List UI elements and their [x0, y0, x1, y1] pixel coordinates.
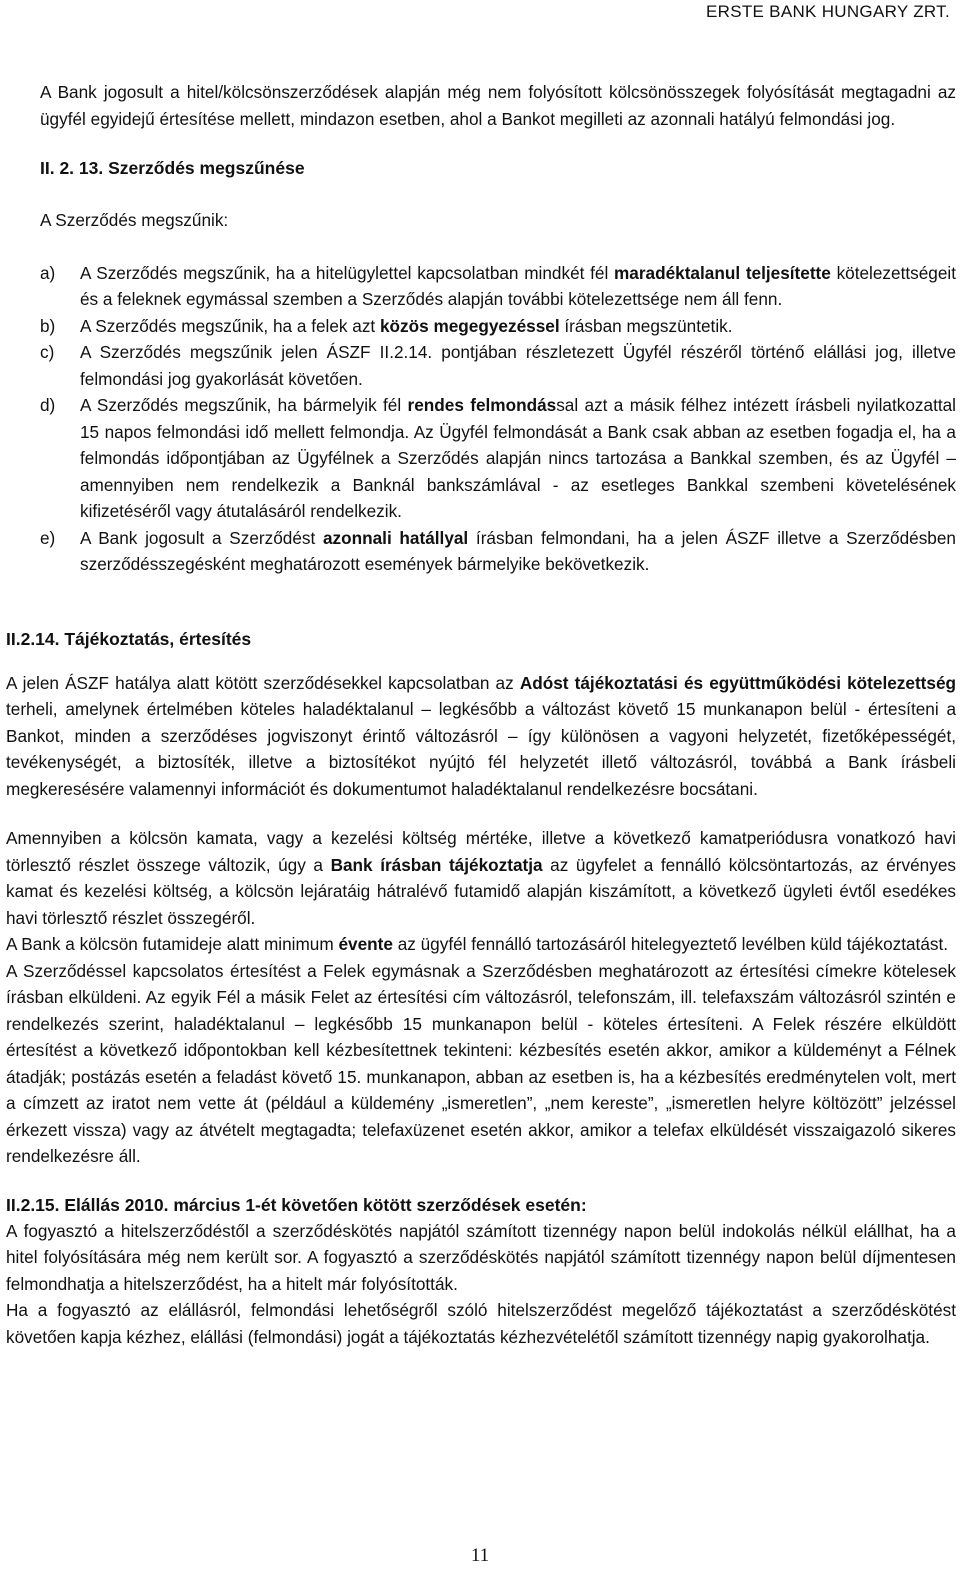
section-15-paragraph-1: A fogyasztó a hitelszerződéstől a szerződéskötés napjától számított tizennégy napon belül indokolás nélkül elállhat, ha a hitel folyósítására még nem került sor. A fogyasztó a szerződéskötés napjától számított tizennégy napon belül díjmentesen felmondhatja a hitelszerződést, ha a hitelt már folyósították.	[6, 1220, 956, 1294]
list-item-e	[6, 525, 956, 578]
list-text: írásban megszüntetik.	[559, 315, 733, 336]
list-text-bold: közös megegyezéssel	[379, 315, 560, 336]
list-text-bold: azonnali hatállyal	[322, 527, 469, 548]
list-text: A Szerződés megszűnik, ha bármelyik fél	[80, 395, 408, 415]
list-text: kötelezettségeit és a feleknek egymással szemben a Szerződés alapján további kötelezettsége nem áll fenn.	[80, 262, 956, 309]
list-text: A Szerződés megszűnik, ha a felek azt	[80, 315, 380, 336]
list-letter: d)	[40, 395, 56, 415]
list-letter: c)	[40, 342, 55, 362]
list-item-a	[6, 260, 956, 313]
section-15-paragraph-2: Ha a fogyasztó az elállásról, felmondási lehetőségről szóló hitelszerződést megelőző tájékoztatást a szerződéskötést követően kapja kézhez, elállási (felmondási) jogát a tájékoztatás kézhezvételétől számított tizennégy napig gyakorolhatja.	[6, 1300, 956, 1347]
list-text: sal azt a másik félhez intézett írásbeli nyilatkozattal 15 napos felmondási idő mellett felmondja. Az Ügyfél felmondását a Bank csak abban az esetben fogadja el, ha a felmondás időpontjában az Ügyfélnek a Szerződés alapján nincs tartozása a Bankkal szemben, és az Ügyfél – amennyiben nem rendelkezik a Banknál bankszámlával - az esetleges Bankkal szembeni követelésének kifizetéséről vagy átutalásáról rendelkezik.	[80, 395, 956, 521]
page-number: 11	[470, 1545, 490, 1566]
list-text: A Szerződés megszűnik jelen ÁSZF II.2.14. pontjában részletezett Ügyfél részéről történő elállási jog, illetve felmondási jog gyakorlását követően.	[80, 342, 956, 389]
document-body	[6, 79, 956, 1350]
termination-list	[6, 260, 956, 578]
section-14-paragraph-1: A jelen ÁSZF hatálya alatt kötött szerződésekkel kapcsolatban az Adóst tájékoztatási és együttműködési kötelezettség terheli, amelynek értelmében köteles haladéktalanul – legkésőbb a változást követő 15 munkanapon belül - értesíteni a Bankot, minden a szerződéses jogviszonyt érintő változásról – így különösen a vagyoni helyzetét, fizetőképességét, tevékenységét, a biztosíték, illetve a biztosítékot nyújtó fél helyzetét illető változásról, továbbá a Bank írásbeli megkeresésére valamennyi információt és dokumentumot haladéktalanul rendelkezésre bocsátani.	[6, 672, 957, 799]
section-14-paragraph-3: A Bank a kölcsön futamideje alatt minimum évente az ügyfél fennálló tartozásáról hitelegyeztető levélben küld tájékoztatást.	[6, 934, 949, 954]
section-14-heading: II.2.14. Tájékoztatás, értesítés	[6, 628, 252, 649]
section-14-paragraph-4: A Szerződéssel kapcsolatos értesítést a Felek egymásnak a Szerződésben meghatározott az értesítési címekre kötelesek írásban elküldeni. Az egyik Fél a másik Felet az értesítési cím változásról, telefonszám, ill. telefaxszám változásról szintén e rendelkezés szerint, haladéktalanul – legkésőbb 15 munkanapon belül - köteles értesíteni. A Felek részére elküldött értesítést a következő időpontokban kell kézbesítettnek tekinteni: kézbesítés esetén akkor, amikor a küldeményt a Félnek átadják; postázás esetén a feladást követő 15. munkanapon, abban az esetben is, ha a kézbesítés eredménytelen volt, mert a címzett az iratot nem vette át (például a küldemény „ismeretlen”, „nem kereste”, „ismeretlen helyre költözött” jelzéssel érkezett vissza) vagy az átvételt megtagadta; telefaxüzenet esetén akkor, amikor a telefax elküldését visszaigazoló sikeres rendelkezésre áll.	[6, 960, 956, 1166]
list-item-c	[6, 339, 956, 392]
list-text: A Szerződés megszűnik, ha a hitelügylettel kapcsolatban mindkét fél	[80, 262, 614, 283]
section-13-heading: II. 2. 13. Szerződés megszűnése	[40, 158, 305, 178]
list-letter: b)	[40, 315, 56, 336]
section-14-paragraph-2: Amennyiben a kölcsön kamata, vagy a kezelési költség mértéke, illetve a következő kamatperiódusra vonatkozó havi törlesztő részlet összege változik, úgy a Bank írásban tájékoztatja az ügyfelet a fennálló kölcsöntartozás, az érvényes kamat és kezelési költség, a kölcsön lejáratáig hátralévő futamidő alapján kiszámított, a következő ügyleti évtől esedékes havi törlesztő részlet összegéről.	[6, 828, 956, 928]
header-company: ERSTE BANK HUNGARY ZRT.	[705, 2, 950, 21]
list-text: írásban felmondani, ha a jelen ÁSZF illetve a Szerződésben szerződésszegésként meghatározott események bármelyike bekövetkezik.	[80, 527, 956, 574]
list-letter: e)	[40, 527, 56, 548]
section-13-lead: A Szerződés megszűnik:	[40, 210, 229, 230]
list-item-b	[6, 313, 956, 340]
list-text-bold: rendes felmondás	[407, 395, 557, 415]
section-15-heading: II.2.15. Elállás 2010. március 1-ét követően kötött szerződések esetén:	[6, 1194, 587, 1215]
list-text: A Bank jogosult a Szerződést	[80, 527, 323, 548]
intro-paragraph: A Bank jogosult a hitel/kölcsönszerződések alapján még nem folyósított kölcsönösszegek folyósítását megtagadni az ügyfél egyidejű értesítése mellett, mindazon esetben, ahol a Bankot megilleti az azonnali hatályú felmondási jog.	[40, 82, 956, 129]
list-letter: a)	[40, 262, 56, 283]
list-text-bold: maradéktalanul teljesítette	[614, 262, 831, 283]
list-item-d	[6, 392, 956, 525]
